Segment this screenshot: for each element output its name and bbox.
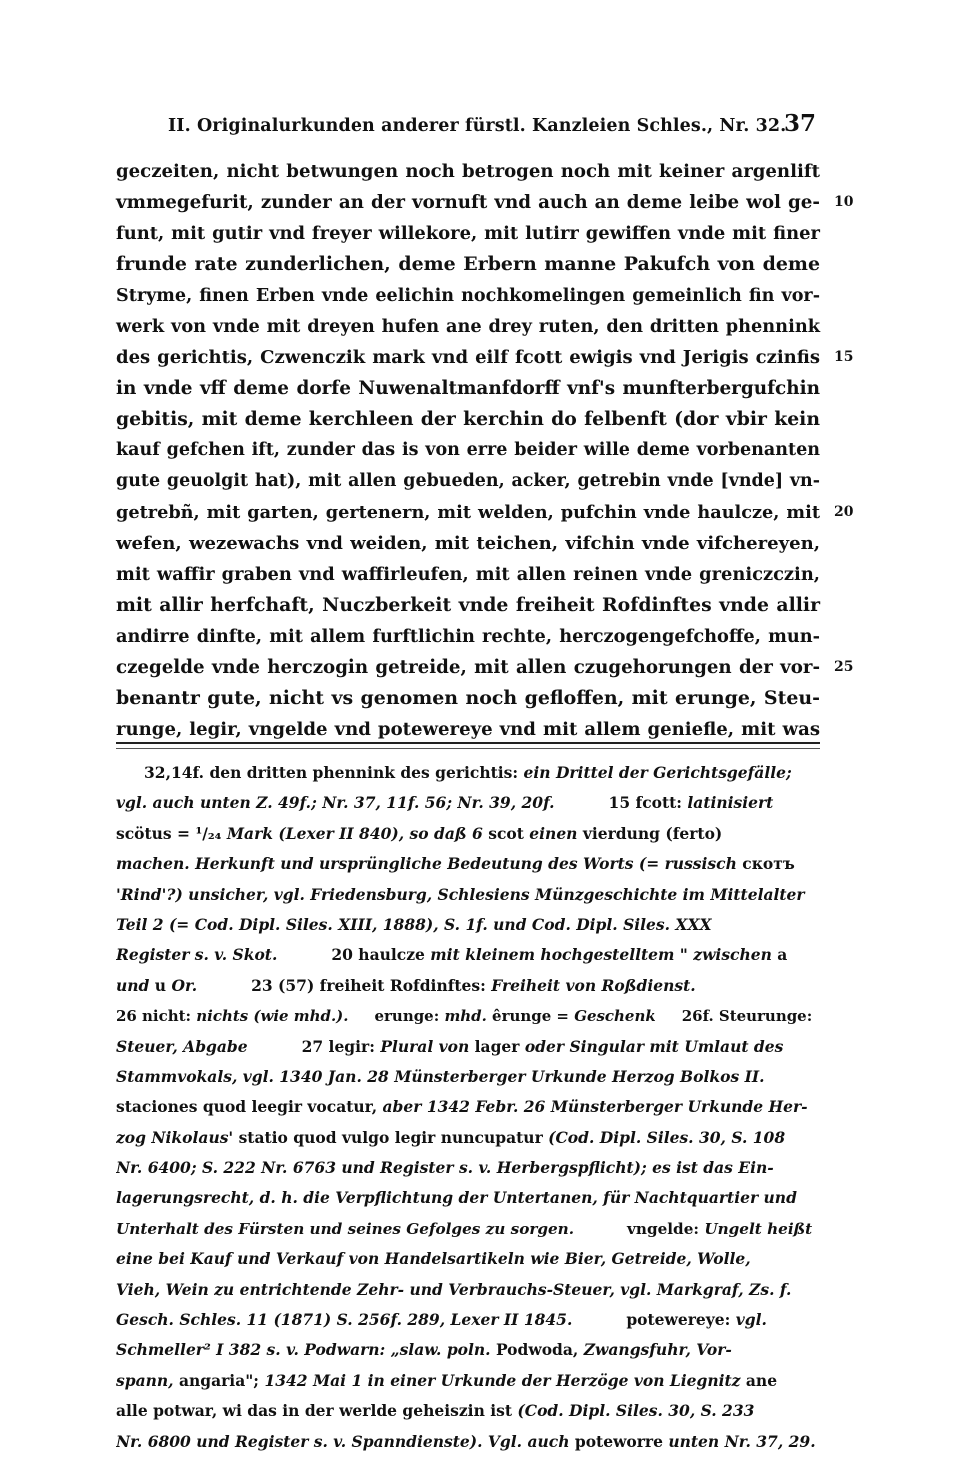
note-roman-segment: 27 legir:: [247, 1036, 381, 1056]
note-italic-segment: oder Singular mit Umlaut des: [524, 1036, 784, 1056]
text-line-content: getrebñ, mit garten, gertenern, mit welden, pufchin vnde haulcze, mit: [116, 502, 820, 523]
text-line: [116, 559, 820, 590]
text-line: [116, 528, 820, 559]
text-line: [116, 497, 854, 528]
note-italic-segment: latinisiert: [687, 793, 774, 813]
line-number-marker: 20: [834, 504, 854, 520]
note-line: [116, 1244, 820, 1274]
text-line: [116, 373, 820, 404]
note-roman-segment: ": [674, 945, 694, 965]
note-line: [116, 1183, 820, 1213]
note-italic-segment: Teil 2 (= Cod. Dipl. Siles. XIII, 1888), S. 1f. und Cod. Dipl. Siles. XXX: [116, 914, 712, 934]
text-line-content: Stryme, finen Erben vnde eelichin nochkomelingen gemeinlich fin vor-: [116, 285, 820, 306]
text-line: [116, 156, 820, 187]
note-italic-segment: (Cod. Dipl. Siles. 30, S. 108: [548, 1127, 786, 1147]
note-roman-segment: poteworre: [569, 1431, 669, 1451]
note-roman-segment: angaria";: [173, 1370, 265, 1390]
note-line: [116, 1305, 820, 1335]
text-line: [116, 342, 854, 373]
note-italic-segment: (Cod. Dipl. Siles. 30, S. 233: [517, 1401, 755, 1421]
critical-apparatus: [116, 758, 820, 1457]
note-italic-segment: Zwangsfuhr, Vor-: [583, 1340, 732, 1360]
note-roman-segment: statio quod vulgo legir nuncupatur: [233, 1127, 549, 1147]
text-line-content: vmmegefurit, zunder an der vornuft vnd auch an deme leibe wol ge-: [116, 192, 820, 213]
note-roman-segment: potewereye:: [572, 1310, 736, 1330]
text-line-content: frunde rate zunderlichen, deme Erbern manne Pakufch von deme: [116, 253, 820, 275]
note-italic-segment: Plural von: [380, 1036, 470, 1056]
text-line-content: gebitis, mit deme kerchleen der kerchin do felbenft (dor vbir kein: [116, 408, 820, 430]
note-line: [116, 1123, 820, 1153]
text-line: [116, 311, 820, 342]
note-line: [116, 1214, 820, 1244]
text-line: [116, 435, 820, 466]
text-line: [116, 280, 820, 311]
text-line: [116, 466, 820, 497]
note-roman-segment: a: [771, 945, 788, 965]
note-line: [116, 1396, 820, 1426]
note-line: [116, 758, 820, 788]
note-roman-segment: 23 (57) freiheit Rofdinftes:: [197, 975, 492, 995]
note-italic-segment: 'Rind'?) unsicher, vgl. Friedensburg, Schlesiens Münzgeschichte im Mittelalter: [116, 884, 805, 904]
note-roman-segment: erunge:: [348, 1007, 445, 1026]
note-italic-segment: eine bei Kauf und Verkauf von Handelsartikeln wie Bier, Getreide, Wolle,: [116, 1249, 751, 1269]
text-line-content: in vnde vff deme dorfe Nuwenaltmanfdorff vnf's munfterbergufchin: [116, 378, 820, 399]
note-roman-segment: vngelde:: [574, 1219, 705, 1238]
note-roman-segment: lager: [469, 1036, 525, 1056]
note-roman-segment: 26f. Steurunge:: [655, 1007, 813, 1026]
note-roman-segment: 26 nicht:: [116, 1007, 197, 1026]
note-italic-segment: Gesch. Schles. 11 (1871) S. 256f. 289, Lexer II 1845.: [116, 1310, 573, 1330]
note-italic-segment: einen: [529, 823, 578, 843]
note-italic-segment: Unterhalt des Fürsten und seines Gefolges zu sorgen.: [116, 1219, 575, 1238]
text-line-content: werk von vnde mit dreyen hufen ane drey ruten, den dritten phennink: [116, 316, 820, 337]
text-line-content: mit allir herfchaft, Nuczberkeit vnde freiheit Rofdinftes vnde allir: [116, 594, 820, 616]
footnote-separator-rule-thin: [116, 748, 820, 749]
text-line: [116, 714, 820, 745]
running-head: [168, 110, 820, 144]
text-line: [116, 404, 820, 435]
note-line: [116, 1032, 820, 1062]
text-line-content: czegelde vnde herczogin getreide, mit allen czugehorungen der vor-: [116, 657, 820, 678]
note-line: [116, 1001, 820, 1031]
note-italic-segment: ein Drittel der Gerichtsgefälle;: [523, 763, 792, 782]
note-italic-segment: Ungelt heißt: [704, 1219, 813, 1238]
note-italic-segment: 1342 Mai 1 in einer Urkunde der Herzöge von Liegnitz: [264, 1370, 741, 1390]
note-roman-segment: скотъ: [742, 854, 795, 874]
note-line: [116, 1335, 820, 1365]
note-roman-segment: u: [149, 975, 172, 995]
footnote-separator-rule: [116, 742, 820, 744]
text-line-content: benantr gute, nicht vs genomen noch gefloffen, mit erunge, Steu-: [116, 687, 820, 709]
text-line-content: runge, legir, vngelde vnd potewereye vnd mit allem geniefle, mit was: [116, 719, 820, 740]
text-line: [116, 621, 820, 652]
text-line-content: geczeiten, nicht betwungen noch betrogen noch mit keiner argenlift: [116, 161, 820, 182]
note-line: [116, 910, 820, 940]
note-italic-segment: Or.: [171, 975, 198, 995]
note-italic-segment: lagerungsrecht, d. h. die Verpflichtung der Untertanen, für Nachtquartier und: [116, 1188, 797, 1208]
text-line: [116, 187, 854, 218]
main-text: [116, 156, 854, 745]
note-italic-segment: Steuer, Abgabe: [116, 1036, 248, 1056]
note-roman-segment: scot: [482, 823, 530, 843]
note-italic-segment: spann,: [116, 1370, 174, 1390]
note-line: [116, 1366, 820, 1396]
text-line-content: funt, mit gutir vnd freyer willekore, mit lutirr gewiffen vnde mit finer: [116, 223, 820, 244]
note-roman-segment: êrunge =: [486, 1007, 575, 1026]
line-number-marker: 15: [834, 349, 854, 365]
note-roman-segment: vierdung (ferto): [577, 823, 723, 843]
note-italic-segment: aber 1342 Febr. 26 Münsterberger Urkunde Her-: [382, 1097, 808, 1117]
note-roman-segment: Podwoda,: [490, 1340, 584, 1360]
note-roman-segment: 20 haulcze: [277, 945, 431, 965]
text-line: [116, 218, 820, 249]
text-line-content: kauf gefchen ift, zunder das is von erre beider wille deme vorbenanten: [116, 440, 820, 460]
text-line-content: andirre dinfte, mit allem furftlichin rechte, herczogengefchoffe, mun-: [116, 626, 820, 647]
text-line: [116, 652, 854, 683]
note-line: [116, 1275, 820, 1305]
note-italic-segment: mit kleinem hochgestelltem: [430, 945, 675, 965]
text-line: [116, 683, 820, 714]
note-italic-segment: Freiheit von Roßdienst.: [491, 975, 696, 995]
note-roman-segment: staciones quod leegir vocatur,: [116, 1097, 383, 1117]
note-italic-segment: vgl.: [735, 1310, 767, 1330]
note-line: [116, 819, 820, 849]
note-italic-segment: nichts (wie mhd.).: [196, 1007, 349, 1026]
note-line: [116, 1062, 820, 1092]
note-italic-segment: Stammvokals, vgl. 1340 Jan. 28 Münsterberger Urkunde Herzog Bolkos II.: [116, 1066, 765, 1086]
note-italic-segment: Vieh, Wein zu entrichtende Zehr- und Verbrauchs-Steuer, vgl. Markgraf, Zs. f.: [116, 1279, 792, 1299]
note-roman-segment: 32,14f. den dritten phennink des gerichtis:: [144, 763, 524, 782]
note-roman-segment: alle potwar, wi das in der werlde geheiszin ist: [116, 1401, 518, 1421]
note-italic-segment: zwischen: [693, 945, 772, 965]
text-line: [116, 249, 820, 280]
running-title: II. Originalurkunden anderer fürstl. Kanzleien Schles., Nr. 32.: [168, 116, 787, 136]
note-italic-segment: Geschenk: [574, 1007, 656, 1026]
note-italic-segment: Mark (Lexer II 840), so daß 6: [226, 823, 483, 843]
note-italic-segment: vgl. auch unten Z. 49f.; Nr. 37, 11f. 56; Nr. 39, 20f.: [116, 793, 555, 813]
text-line-content: wefen, wezewachs vnd weiden, mit teichen, vifchin vnde vifchereyen,: [116, 533, 820, 554]
note-line: [116, 1092, 820, 1122]
note-italic-segment: mhd.: [444, 1007, 487, 1026]
page-number: 37: [783, 110, 816, 137]
note-italic-segment: unten Nr. 37, 29.: [668, 1431, 816, 1451]
line-number-marker: 10: [834, 194, 854, 210]
note-line: [116, 940, 820, 970]
note-line: [116, 1427, 820, 1457]
note-roman-segment: scötus = ¹/₂₄: [116, 823, 227, 843]
note-italic-segment: Schmeller² I 382 s. v. Podwarn: „slaw. poln.: [116, 1340, 491, 1360]
note-line: [116, 880, 820, 910]
note-line: [116, 971, 820, 1001]
text-line: [116, 590, 820, 621]
note-line: [116, 788, 820, 818]
note-italic-segment: Nr. 6800 und Register s. v. Spanndienste). Vgl. auch: [116, 1431, 570, 1451]
note-italic-segment: Nr. 6400; S. 222 Nr. 6763 und Register s. v. Herbergspflicht); es ist das Ein-: [116, 1158, 774, 1178]
note-italic-segment: zog Nikolaus': [116, 1127, 234, 1147]
line-number-marker: 25: [834, 659, 854, 675]
note-roman-segment: ane: [740, 1370, 778, 1390]
text-line-content: des gerichtis, Czwenczik mark vnd eilf fcott ewigis vnd Jerigis czinfis: [116, 347, 820, 368]
note-italic-segment: Register s. v. Skot.: [116, 945, 278, 965]
note-roman-segment: 15 fcott:: [554, 793, 688, 813]
note-italic-segment: und: [116, 975, 150, 995]
text-line-content: gute geuolgit hat), mit allen gebueden, acker, getrebin vnde [vnde] vn-: [116, 471, 820, 491]
note-line: [116, 1153, 820, 1183]
note-line: [116, 849, 820, 879]
text-line-content: mit waffir graben vnd waffirleufen, mit allen reinen vnde greniczczin,: [116, 564, 820, 585]
note-italic-segment: machen. Herkunft und ursprüngliche Bedeutung des Worts (= russisch: [116, 854, 743, 874]
